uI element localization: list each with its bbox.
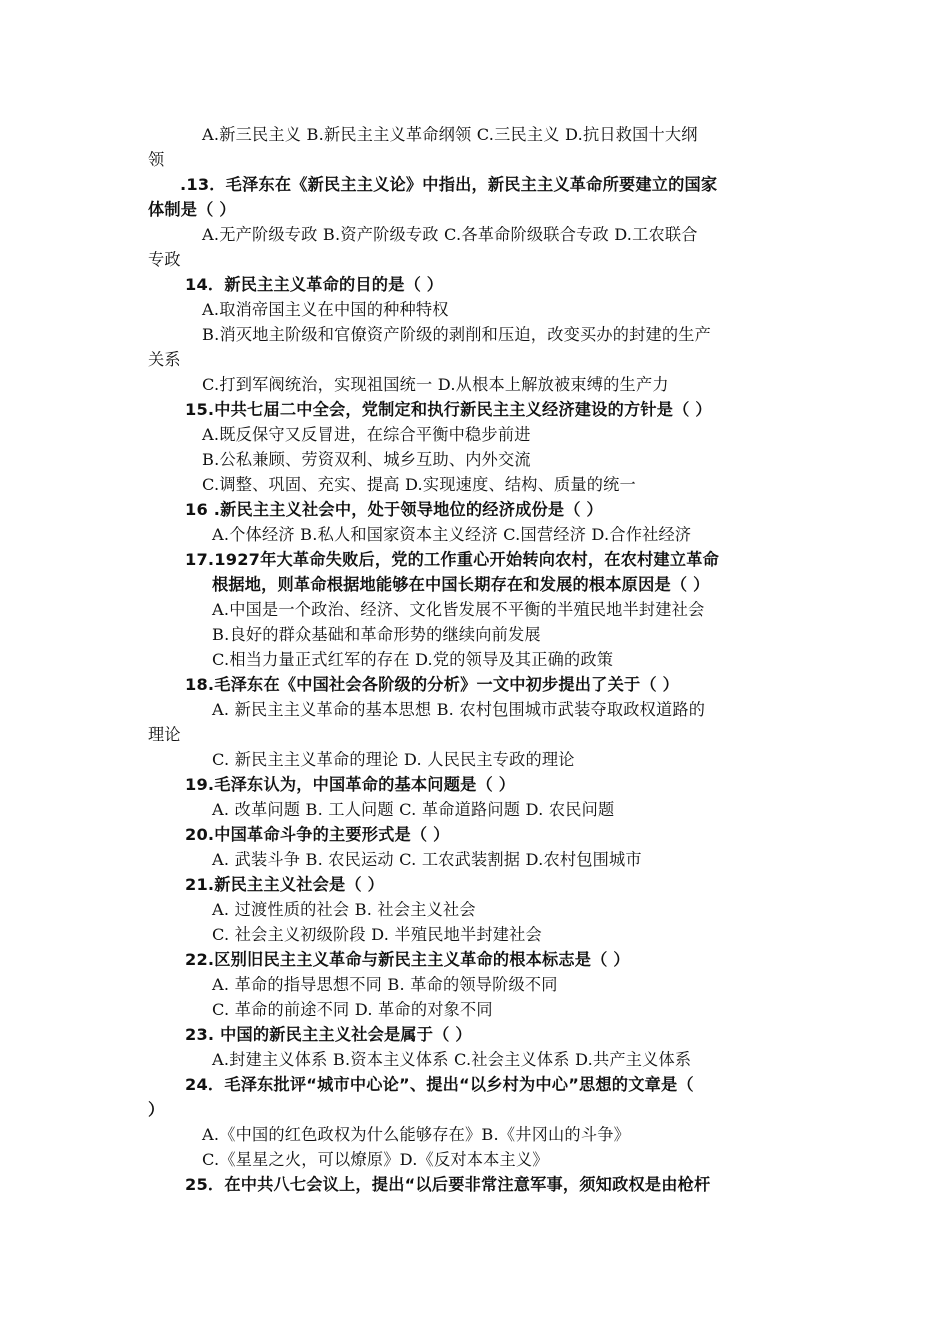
option-line: C. 新民主主义革命的理论 D. 人民民主专政的理论 — [212, 750, 575, 769]
option-line: C.相当力量正式红军的存在 D.党的领导及其正确的政策 — [212, 650, 614, 669]
question-line: ） — [148, 1100, 165, 1119]
question-line: 体制是（ ） — [148, 200, 236, 219]
option-line: 关系 — [148, 350, 181, 369]
option-line: A.取消帝国主义在中国的种种特权 — [202, 300, 449, 319]
option-line: C.调整、巩固、充实、提高 D.实现速度、结构、质量的统一 — [202, 475, 636, 494]
option-line: 领 — [148, 150, 165, 169]
question-line: 25．在中共八七会议上，提出“以后要非常注意军事，须知政权是由枪杆 — [185, 1175, 711, 1194]
option-line: A.个体经济 B.私人和国家资本主义经济 C.国营经济 D.合作社经济 — [212, 525, 692, 544]
question-line: 15.中共七届二中全会，党制定和执行新民主主义经济建设的方针是（ ） — [185, 400, 712, 419]
question-line: 14．新民主主义革命的目的是（ ） — [185, 275, 444, 294]
option-line: A.无产阶级专政 B.资产阶级专政 C.各革命阶级联合专政 D.工农联合 — [202, 225, 698, 244]
option-line: A.新三民主义 B.新民主主义革命纲领 C.三民主义 D.抗日救国十大纲 — [202, 125, 698, 144]
option-line: C.《星星之火，可以燎原》D.《反对本本主义》 — [202, 1150, 549, 1169]
question-line: 17.1927年大革命失败后，党的工作重心开始转向农村，在农村建立革命 — [185, 550, 719, 569]
question-line: 18.毛泽东在《中国社会各阶级的分析》一文中初步提出了关于（ ） — [185, 675, 679, 694]
question-line: 24．毛泽东批评“城市中心论”、提出“以乡村为中心”思想的文章是（ — [185, 1075, 694, 1094]
option-line: A. 改革问题 B. 工人问题 C. 革命道路问题 D. 农民问题 — [212, 800, 615, 819]
document-page — [0, 122, 950, 1197]
question-line: 19.毛泽东认为，中国革命的基本问题是（ ） — [185, 775, 516, 794]
question-line: 20.中国革命斗争的主要形式是（ ） — [185, 825, 450, 844]
option-line: A.《中国的红色政权为什么能够存在》B.《井冈山的斗争》 — [202, 1125, 630, 1144]
question-line: 21.新民主主义社会是（ ） — [185, 875, 384, 894]
option-line: A. 过渡性质的社会 B. 社会主义社会 — [212, 900, 476, 919]
option-line: B.公私兼顾、劳资双利、城乡互助、内外交流 — [202, 450, 531, 469]
option-line: 专政 — [148, 250, 181, 269]
option-line: C. 革命的前途不同 D. 革命的对象不同 — [212, 1000, 493, 1019]
option-line: A.封建主义体系 B.资本主义体系 C.社会主义体系 D.共产主义体系 — [212, 1050, 692, 1069]
question-line: .13．毛泽东在《新民主主义论》中指出，新民主主义革命所要建立的国家 — [180, 175, 718, 194]
option-line: A. 武装斗争 B. 农民运动 C. 工农武装割据 D.农村包围城市 — [212, 850, 642, 869]
option-line: A.既反保守又反冒进，在综合平衡中稳步前进 — [202, 425, 531, 444]
option-line: C. 社会主义初级阶段 D. 半殖民地半封建社会 — [212, 925, 542, 944]
option-line: A.中国是一个政治、经济、文化皆发展不平衡的半殖民地半封建社会 — [212, 600, 705, 619]
option-line: A. 革命的指导思想不同 B. 革命的领导阶级不同 — [212, 975, 558, 994]
question-line: 根据地，则革命根据地能够在中国长期存在和发展的根本原因是（ ） — [212, 575, 710, 594]
option-line: 理论 — [148, 725, 181, 744]
option-line: B.消灭地主阶级和官僚资产阶级的剥削和压迫，改变买办的封建的生产 — [202, 325, 712, 344]
option-line: A. 新民主主义革命的基本思想 B. 农村包围城市武装夺取政权道路的 — [212, 700, 706, 719]
question-line: 23. 中国的新民主主义社会是属于（ ） — [185, 1025, 472, 1044]
question-line: 16 .新民主主义社会中，处于领导地位的经济成份是（ ） — [185, 500, 603, 519]
question-line: 22.区别旧民主主义革命与新民主主义革命的根本标志是（ ） — [185, 950, 630, 969]
option-line: B.良好的群众基础和革命形势的继续向前发展 — [212, 625, 541, 644]
option-line: C.打到军阀统治，实现祖国统一 D.从根本上解放被束缚的生产力 — [202, 375, 669, 394]
